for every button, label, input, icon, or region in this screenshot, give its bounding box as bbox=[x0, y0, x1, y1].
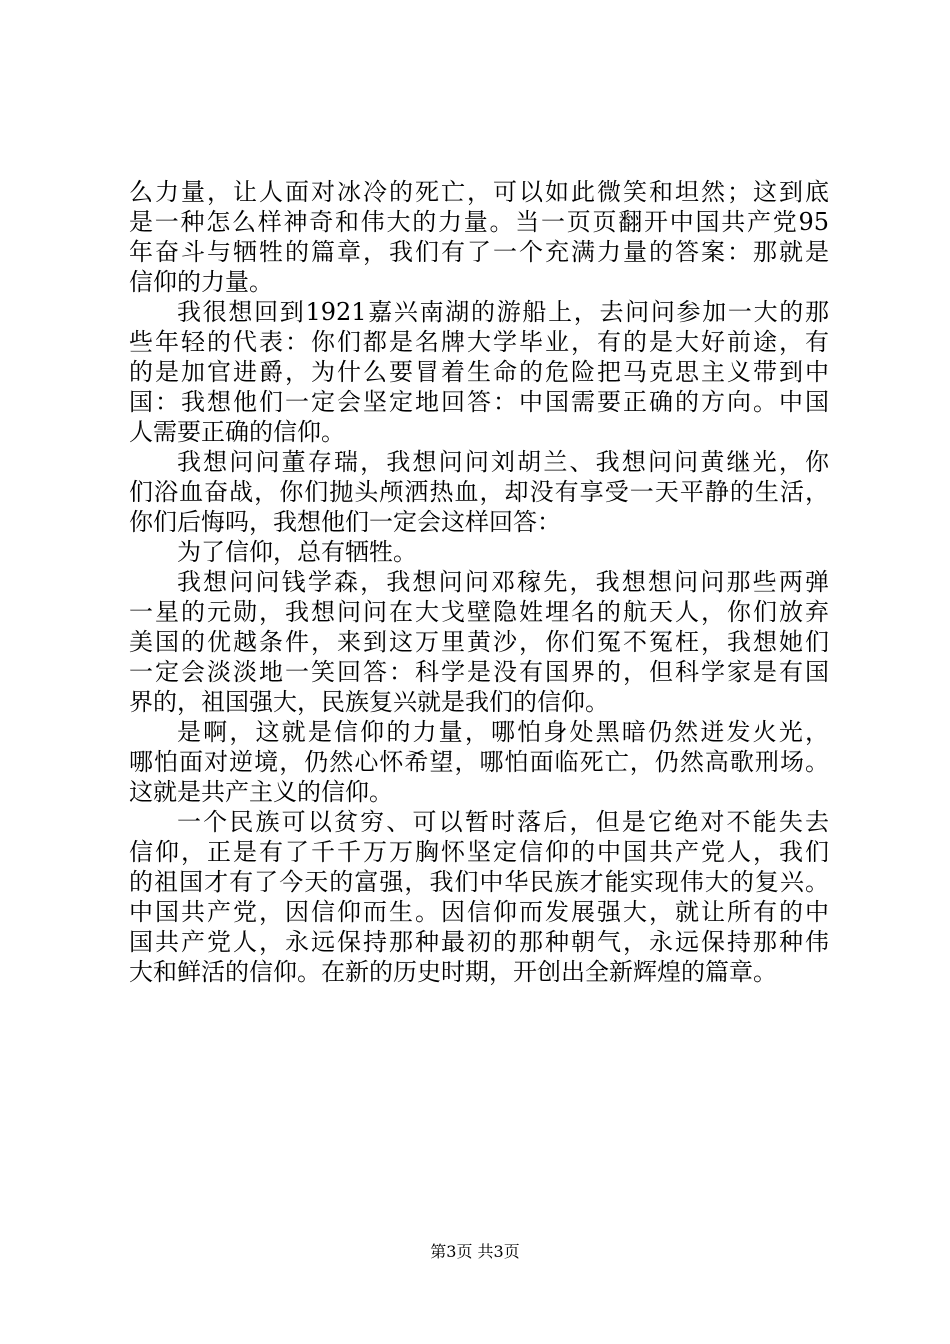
text-line: 信仰的力量。 bbox=[129, 268, 273, 296]
text-line: 人需要正确的信仰。 bbox=[129, 418, 345, 446]
text-line: 年奋斗与牺牲的篇章，我们有了一个充满力量的答案：那就是 bbox=[129, 238, 829, 266]
text-line: 我想问问钱学森，我想问问邓稼先，我想想问问那些两弹 bbox=[177, 568, 829, 596]
document-body bbox=[129, 177, 829, 987]
text-line: 我想问问董存瑞，我想问问刘胡兰、我想问问黄继光，你 bbox=[177, 448, 829, 476]
text-line: 们浴血奋战，你们抛头颅洒热血，却没有享受一天平静的生活， bbox=[129, 478, 829, 506]
text-line: 是啊，这就是信仰的力量，哪怕身处黑暗仍然迸发火光， bbox=[177, 718, 829, 746]
text-line: 国：我想他们一定会坚定地回答：中国需要正确的方向。中国 bbox=[129, 388, 829, 416]
text-line: 的是加官进爵，为什么要冒着生命的危险把马克思主义带到中 bbox=[129, 358, 829, 386]
text-line: 界的，祖国强大，民族复兴就是我们的信仰。 bbox=[129, 688, 609, 716]
text-line: 中国共产党，因信仰而生。因信仰而发展强大，就让所有的中 bbox=[129, 898, 829, 926]
text-line: 美国的优越条件，来到这万里黄沙，你们冤不冤枉，我想她们 bbox=[129, 628, 829, 656]
text-line: 信仰，正是有了千千万万胸怀坚定信仰的中国共产党人，我们 bbox=[129, 838, 829, 866]
text-line: 哪怕面对逆境，仍然心怀希望，哪怕面临死亡，仍然高歌刑场。 bbox=[129, 748, 829, 776]
text-line: 为了信仰，总有牺牲。 bbox=[177, 538, 417, 566]
text-line: 些年轻的代表：你们都是名牌大学毕业，有的是大好前途，有 bbox=[129, 328, 829, 356]
text-line: 的祖国才有了今天的富强，我们中华民族才能实现伟大的复兴。 bbox=[129, 868, 829, 896]
text-line: 大和鲜活的信仰。在新的历史时期，开创出全新辉煌的篇章。 bbox=[129, 958, 777, 986]
text-line: 你们后悔吗，我想他们一定会这样回答： bbox=[129, 508, 561, 536]
text-line: 这就是共产主义的信仰。 bbox=[129, 778, 393, 806]
text-line: 一定会淡淡地一笑回答：科学是没有国界的，但科学家是有国 bbox=[129, 658, 829, 686]
text-line: 么力量，让人面对冰冷的死亡，可以如此微笑和坦然；这到底 bbox=[129, 178, 829, 206]
text-line: 一个民族可以贫穷、可以暂时落后，但是它绝对不能失去 bbox=[177, 808, 829, 836]
page-footer: 第3页 共3页 bbox=[430, 1242, 520, 1261]
text-line: 我很想回到1921嘉兴南湖的游船上，去问问参加一大的那 bbox=[177, 298, 829, 326]
text-line: 国共产党人，永远保持那种最初的那种朝气，永远保持那种伟 bbox=[129, 928, 829, 956]
text-line: 是一种怎么样神奇和伟大的力量。当一页页翻开中国共产党95 bbox=[129, 208, 829, 236]
text-line: 一星的元勋，我想问问在大戈壁隐姓埋名的航天人，你们放弃 bbox=[129, 598, 829, 626]
